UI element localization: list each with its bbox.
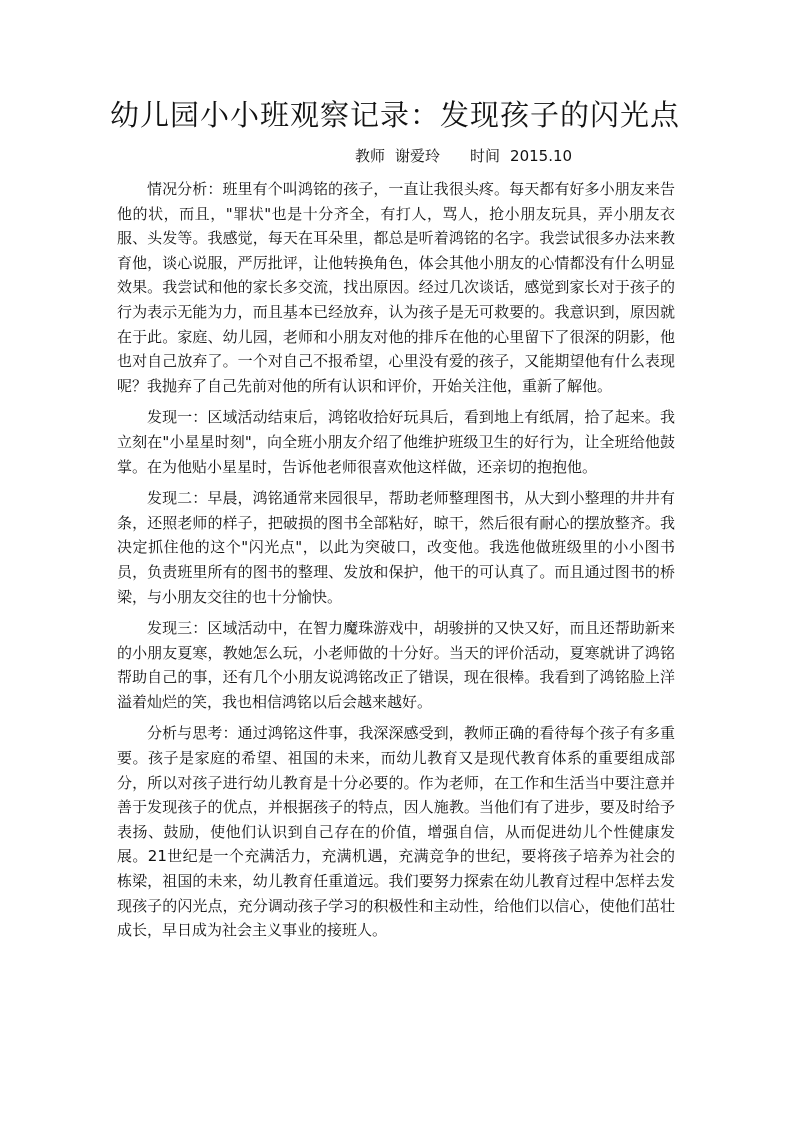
paragraph-discovery-three: 发现三：区域活动中，在智力魔珠游戏中，胡骏拼的又快又好，而且还帮助新来的小朋友夏寒，教她怎么玩，小老师做的十分好。当天的评价活动，夏寒就讲了鸿铭帮助自己的事，还有几个小朋友说鸿铭改正了错误，现在很棒。我看到了鸿铭脸上洋溢着灿烂的笑，我也相信鸿铭以后会越来越好。 xyxy=(117,619,675,711)
paragraph-discovery-two: 发现二：早晨，鸿铭通常来园很早，帮助老师整理图书，从大到小整理的井井有条，还照老师的样子，把破损的图书全部粘好，晾干，然后很有耐心的摆放整齐。我决定抓住他的这个"闪光点"，以此为突破口，改变他。我选他做班级里的小小图书员，负责班里所有的图书的整理、发放和保护，他干的可认真了。而且通过图书的桥梁，与小朋友交往的也十分愉快。 xyxy=(117,489,675,606)
teacher-name: 谢爱玲 xyxy=(395,147,441,165)
paragraph-situation-analysis: 情况分析：班里有个叫鸿铭的孩子，一直让我很头疼。每天都有好多小朋友来告他的状，而且，"罪状"也是十分齐全，有打人，骂人，抢小朋友玩具，弄小朋友衣服、头发等。我感觉，每天在耳朵里，都总是听着鸿铭的名字。我尝试很多办法来教育他，谈心说服，严厉批评，让他转换角色，体会其他小朋友的心情都没有什么明显效果。我尝试和他的家长多交流，找出原因。经过几次谈话，感觉到家长对于孩子的行为表示无能为力，而且基本已经放弃，认为孩子是无可救要的。我意识到，原因就在于此。家庭、幼儿园，老师和小朋友对他的排斥在他的心里留下了很深的阴影，他也对自己放弃了。一个对自己不报希望，心里没有爱的孩子，又能期望他有什么表现呢？我抛弃了自己先前对他的所有认识和评价，开始关注他，重新了解他。 xyxy=(117,180,675,395)
paragraph-analysis-reflection: 分析与思考：通过鸿铭这件事，我深深感受到，教师正确的看待每个孩子有多重要。孩子是家庭的希望、祖国的未来，而幼儿教育又是现代教育体系的重要组成部分，所以对孩子进行幼儿教育是十分必要的。作为老师，在工作和生活当中要注意并善于发现孩子的优点，并根据孩子的特点，因人施教。当他们有了进步，要及时给予表扬、鼓励，使他们认识到自己存在的价值，增强自信，从而促进幼儿个性健康发展。21世纪是一个充满活力，充满机遇，充满竞争的世纪，要将孩子培养为社会的栋梁，祖国的未来，幼儿教育任重道远。我们要努力探索在幼儿教育过程中怎样去发现孩子的闪光点，充分调动孩子学习的积极性和主动性，给他们以信心，使他们茁壮成长，早日成为社会主义事业的接班人。 xyxy=(117,724,675,940)
teacher-label: 教师 xyxy=(355,147,386,165)
document-title: 幼儿园小小班观察记录：发现孩子的闪光点 xyxy=(109,98,680,132)
time-label: 时间 xyxy=(470,147,501,165)
time-value: 2015.10 xyxy=(510,147,573,165)
document-body xyxy=(117,177,675,950)
author-byline xyxy=(355,145,572,167)
paragraph-discovery-one: 发现一：区域活动结束后，鸿铭收拾好玩具后，看到地上有纸屑，拾了起来。我立刻在"小星星时刻"，向全班小朋友介绍了他维护班级卫生的好行为，让全班给他鼓掌。在为他贴小星星时，告诉他老师很喜欢他这样做，还亲切的抱抱他。 xyxy=(117,408,675,476)
